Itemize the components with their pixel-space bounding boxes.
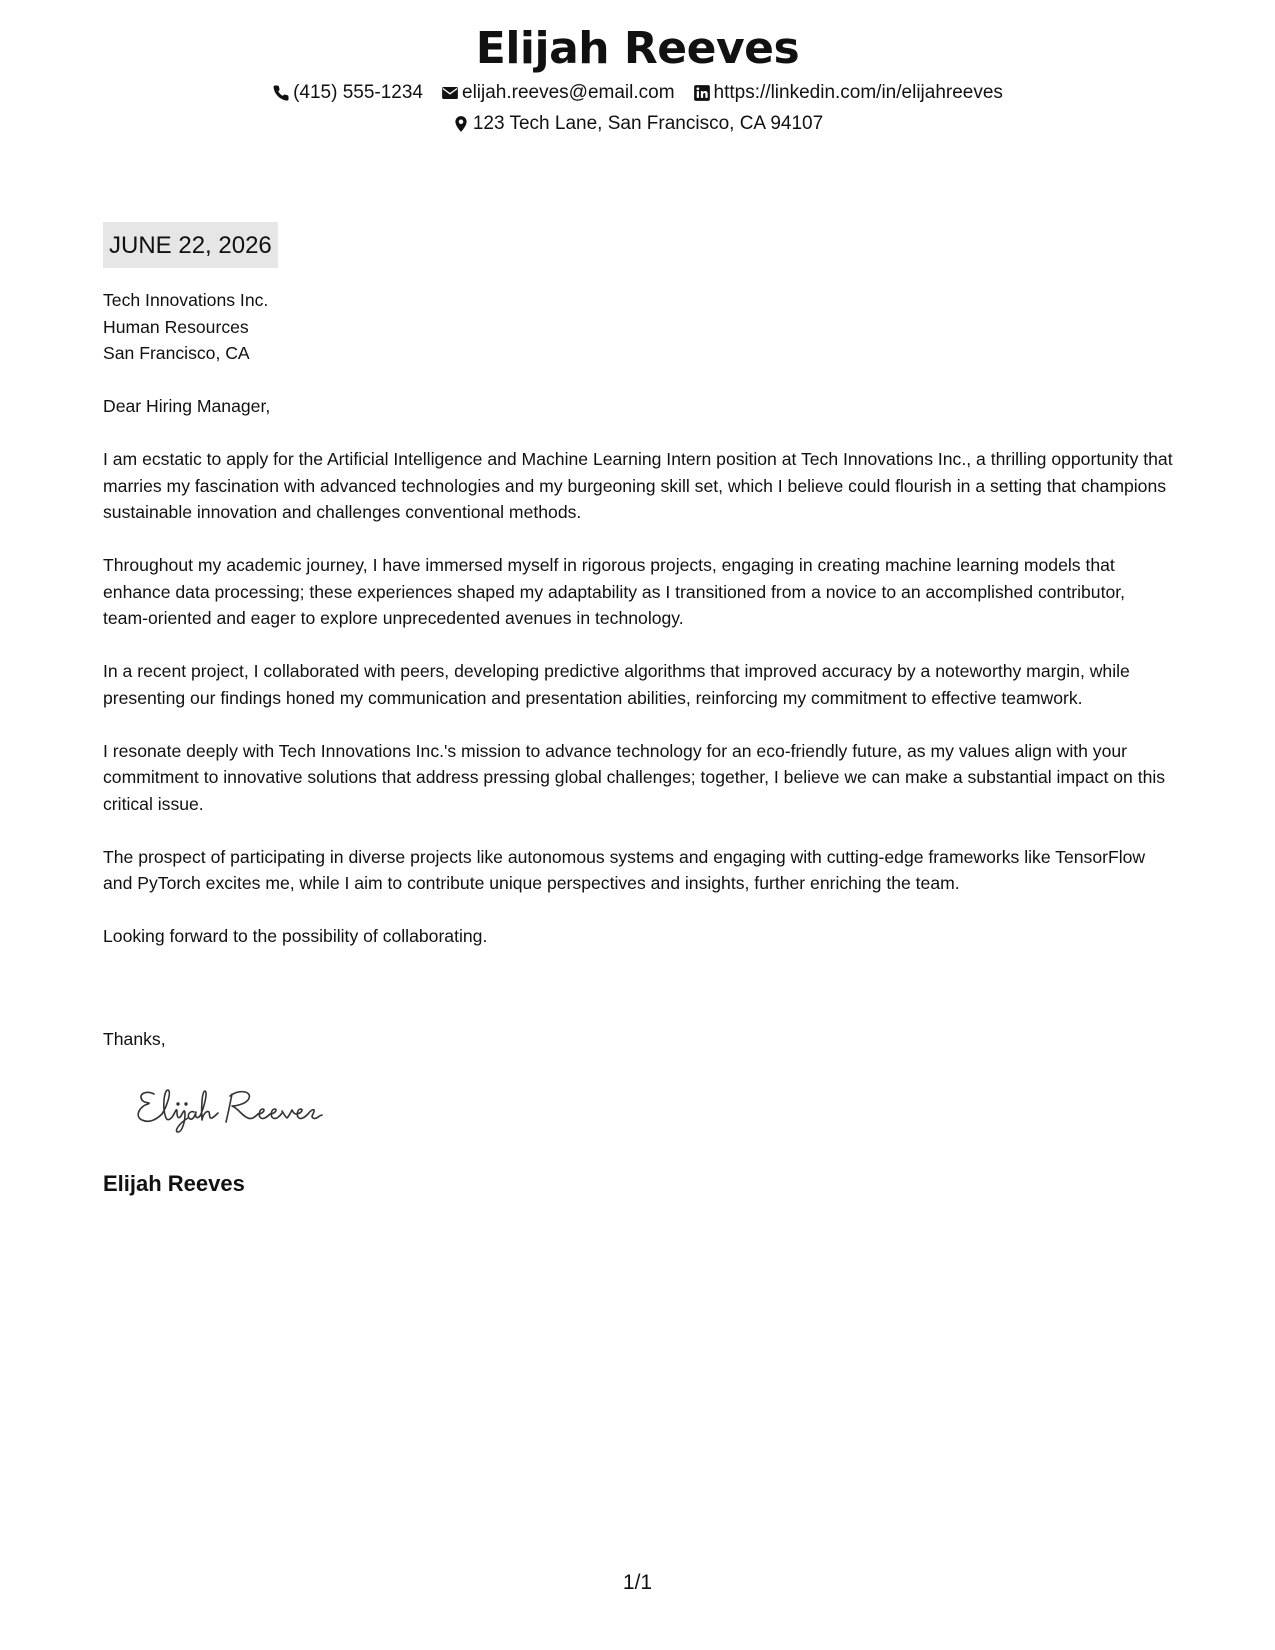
page-number: 1/1 [622,1571,653,1594]
paragraph-5: The prospect of participating in diverse projects like autonomous systems and engaging with cutting-edge frameworks like TensorFlow and PyTorch excites me, while I aim to contribute unique perspectives and insights, further enriching the team. [103,846,1146,893]
letter-date: JUNE 22, 2026 [103,222,278,268]
paragraph-4: I resonate deeply with Tech Innovations Inc.'s mission to advance technology for an eco-friendly future, as my values align with your commitment to innovative solutions that address pressing global challenges; together, I believe we can make a substantial impact on this critical issue. [103,740,1166,814]
signer-name: Elijah Reeves [103,1171,245,1196]
contact-phone [272,81,423,105]
contact-email[interactable] [441,81,675,105]
map-pin-icon [452,115,470,133]
handwritten-signature [132,1078,332,1138]
paragraph-1: I am ecstatic to apply for the Artificial Intelligence and Machine Learning Intern position at Tech Innovations Inc., a thrilling opportunity that marries my fascination with advanced technologies and my burgeoning skill set, which I believe could flourish in a setting that champions sustainable innovation and challenges conventional methods. [103,449,1173,522]
salutation: Dear Hiring Manager, [103,396,271,416]
closing: Thanks, [103,1029,166,1049]
contact-linkedin[interactable] [693,81,1003,105]
applicant-name: Elijah Reeves [475,23,800,74]
address-text: 123 Tech Lane, San Francisco, CA 94107 [472,113,824,134]
phone-icon [272,84,290,102]
contact-address [452,112,823,136]
address-row [0,112,1275,136]
paragraph-3: In a recent project, I collaborated with peers, developing predictive algorithms that improved accuracy by a noteworthy margin, while presenting our findings honed my communication and presentation abilities, reinforcing my commitment to effective teamwork. [103,661,1130,708]
linkedin-icon [693,84,711,102]
recipient-department: Human Resources [103,316,249,337]
letter-body [103,287,1173,950]
contact-row [0,81,1275,105]
linkedin-link[interactable]: https://linkedin.com/in/elijahreeves [713,82,1003,103]
recipient-block [103,287,1173,367]
paragraph-6: Looking forward to the possibility of collaborating. [103,926,488,946]
envelope-icon [441,84,459,102]
recipient-location: San Francisco, CA [103,343,250,363]
paragraph-2: Throughout my academic journey, I have immersed myself in rigorous projects, engaging in creating machine learning models that enhance data processing; these experiences shaped my adaptability as I transitioned from a novice to an accomplished contributor, team-oriented and eager to explore unprecedented avenues in technology. [103,555,1126,628]
recipient-company: Tech Innovations Inc. [103,290,269,310]
email-link[interactable]: elijah.reeves@email.com [462,82,675,103]
letter-header [0,22,1275,136]
phone-text: (415) 555-1234 [293,82,423,103]
